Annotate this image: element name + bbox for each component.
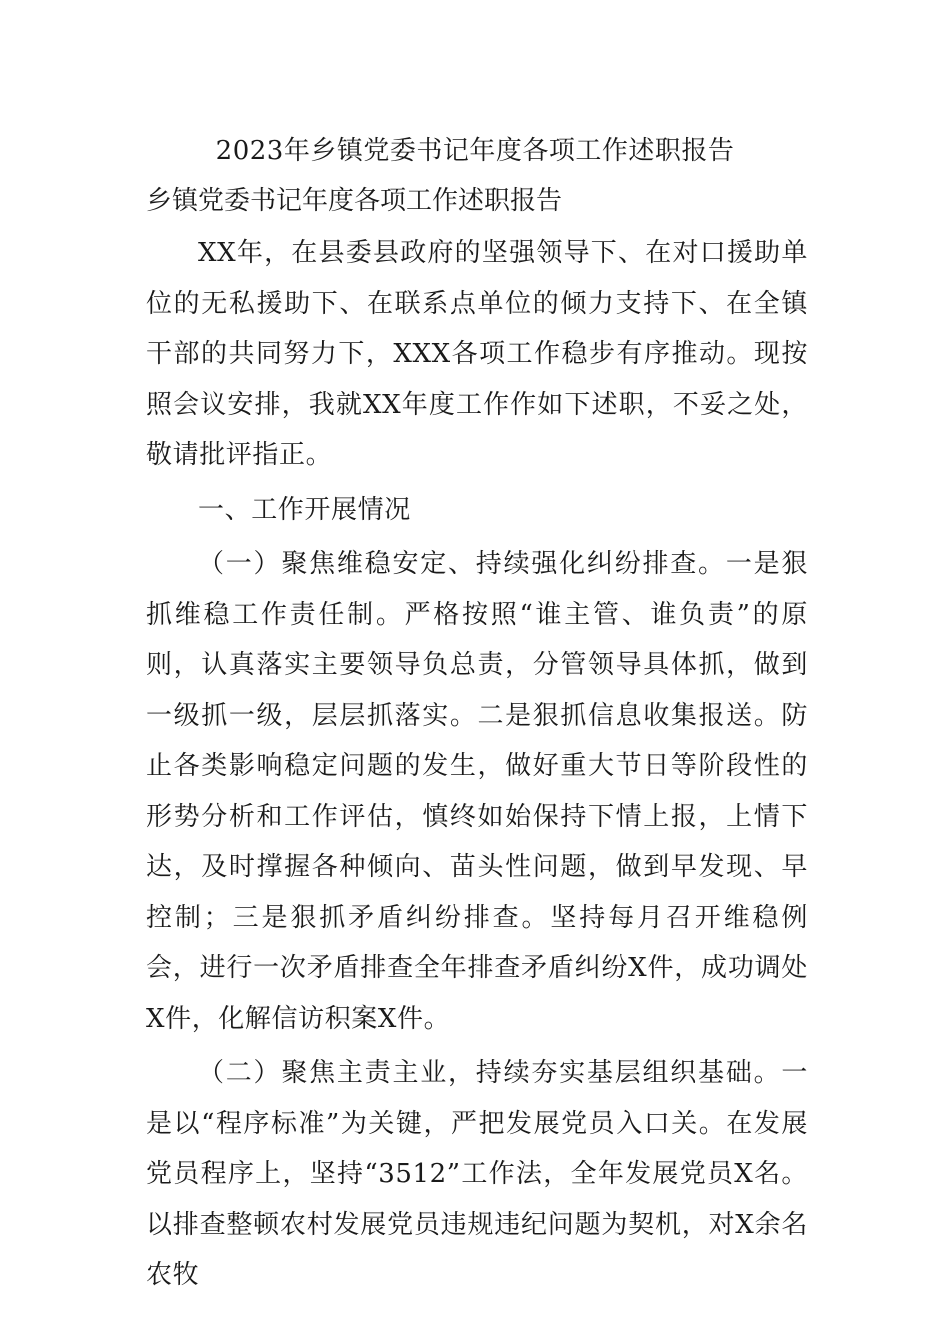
section-heading-1: 一、工作开展情况: [198, 494, 411, 525]
section1-paragraph-1: （一）聚焦维稳安定、持续强化纠纷排查。一是狠抓维稳工作责任制。严格按照“谁主管、谁负责”的原则，认真落实主要领导负总责，分管领导具体抓，做到一级抓一级，层层抓落实。二是狠抓信息收集报送。防止各类影响稳定问题的发生，做好重大节日等阶段性的形势分析和工作评估，慎终如始保持下情上报，上情下达，及时撑握各种倾向、苗头性问题，做到早发现、早控制；三是狠抓矛盾纠纷排查。坚持每月召开维稳例会，进行一次矛盾排查全年排查矛盾纠纷X件，成功调处X件，化解信访积案X件。: [146, 549, 808, 1034]
document-title: 2023年乡镇党委书记年度各项工作述职报告: [215, 136, 735, 166]
document-body: [146, 228, 808, 1301]
document-subtitle: 乡镇党委书记年度各项工作述职报告: [146, 186, 563, 216]
section1-paragraph-2: （二）聚焦主责主业，持续夯实基层组织基础。一是以“程序标准”为关键，严把发展党员入口关。在发展党员程序上，坚持“3512”工作法，全年发展党员X名。以排查整顿农村发展党员违规违纪问题为契机，对X余名农牧: [146, 1058, 808, 1290]
intro-paragraph: XX年，在县委县政府的坚强领导下、在对口援助单位的无私援助下、在联系点单位的倾力支持下、在全镇干部的共同努力下，XXX各项工作稳步有序推动。现按照会议安排，我就XX年度工作作如下述职，不妥之处，敬请批评指正。: [146, 238, 808, 470]
